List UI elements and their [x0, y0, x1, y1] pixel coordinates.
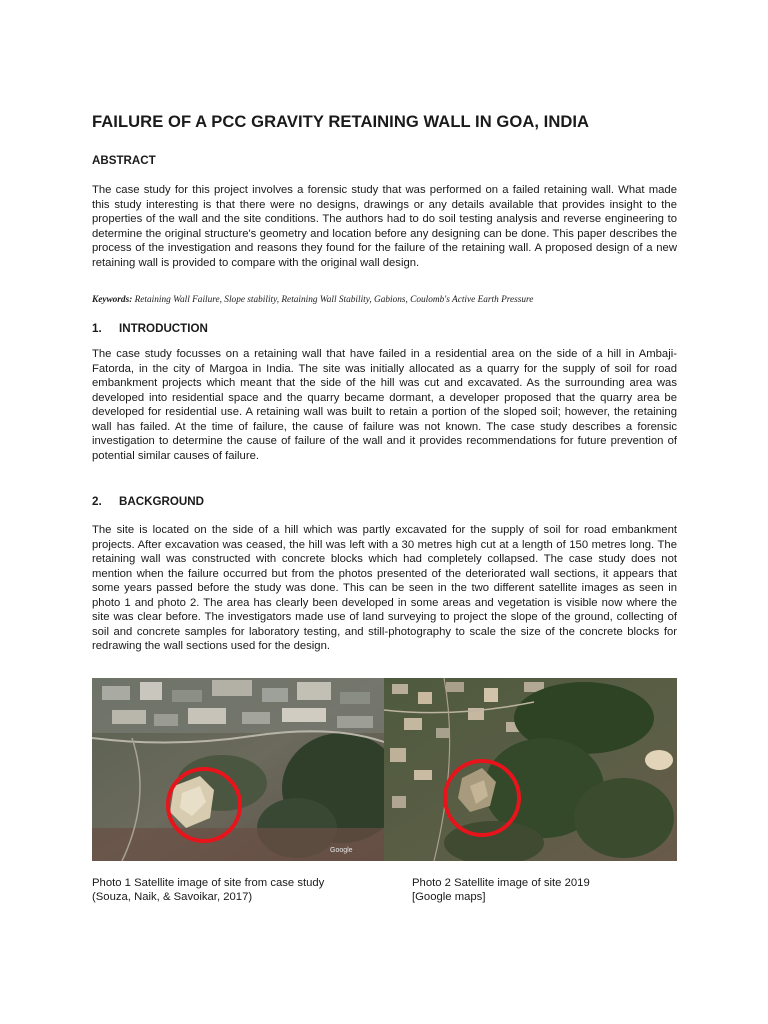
section-heading-background — [92, 495, 204, 508]
abstract-text: The case study for this project involves a forensic study that was performed on a failed retaining wall. What made this study interesting is that there were no designs, drawings or any details available that provides insight to the properties of the wall and the site conditions. The authors had to do soil testing analysis and reverse engineering to determine the original structure's geometry and location before any designing can be done. This paper describes the process of the investigation and reasons they found for the failure of the retaining wall. A proposed design of a new retaining wall is provided to compare with the original wall design. — [92, 184, 677, 269]
introduction-text: The case study focusses on a retaining wall that have failed in a residential area on the side of a hill in Ambaji-Fatorda, in the city of Margoa in India. The site was initially allocated as a quarry for the supply of soil for road embankment projects which meant that the side of the hill was cut and excavated. As the surrounding area was developed into residential space and the quarry became dormant, a developer proposed that the quarry area be developed for residential use. A retaining wall was built to retain a portion of the sloped soil; however, the retaining wall has failed. At the time of failure, the cause of failure was not known. The case study describes a forensic investigation to determine the cause of failure of the wall and it provides recommendations for future prevention of potential similar causes of failure. — [92, 348, 677, 462]
section-title: BACKGROUND — [119, 495, 205, 508]
satellite-image-2017 — [92, 678, 384, 861]
section-title: INTRODUCTION — [119, 322, 208, 335]
satellite-photos — [92, 678, 677, 861]
satellite-photo-2 — [384, 678, 677, 861]
satellite-photo-1 — [92, 678, 384, 861]
section-number: 1. — [92, 322, 102, 335]
background-text: The site is located on the side of a hill which was partly excavated for the supply of soil for road embankment projects. After excavation was ceased, the hill was left with a 30 metres high cut at a length of 150 metres long. The retaining wall was constructed with concrete blocks which had completely collapsed. The case study does not mention when the failure occurred but from the photos presented of the deteriorated wall sections, it appears that some years passed before the study was done. This can be seen in the two different satellite images as seen in photo 1 and photo 2. The area has clearly been developed in some areas and vegetation is visible now where the site was clear before. The investigators made use of land surveying to project the slope of the ground, collecting of soil and concrete samples for laboratory testing, and still-photography to scale the size of the concrete blocks for redrawing the wall sections used for the design. — [92, 524, 677, 652]
satellite-image-2019 — [384, 678, 677, 861]
photo-1-caption — [92, 876, 324, 904]
google-watermark: Google — [330, 847, 353, 854]
photo-2-caption — [412, 876, 590, 904]
abstract-heading: ABSTRACT — [92, 154, 156, 167]
section-number: 2. — [92, 495, 102, 508]
paper-title: FAILURE OF A PCC GRAVITY RETAINING WALL IN GOA, INDIA — [92, 112, 590, 131]
keywords-text: Retaining Wall Failure, Slope stability, Retaining Wall Stability, Gabions, Coulomb's Active Earth Pressure — [132, 295, 534, 305]
photo-1-caption-line1: Photo 1 Satellite image of site from case study — [92, 877, 325, 889]
keywords-line — [92, 295, 533, 305]
photo-2-caption-line1: Photo 2 Satellite image of site 2019 — [412, 877, 590, 889]
section-heading-introduction — [92, 322, 208, 335]
photo-2-caption-line2: [Google maps] — [412, 891, 486, 903]
photo-1-caption-line2: (Souza, Naik, & Savoikar, 2017) — [92, 891, 253, 903]
keywords-label: Keywords: — [92, 295, 133, 305]
